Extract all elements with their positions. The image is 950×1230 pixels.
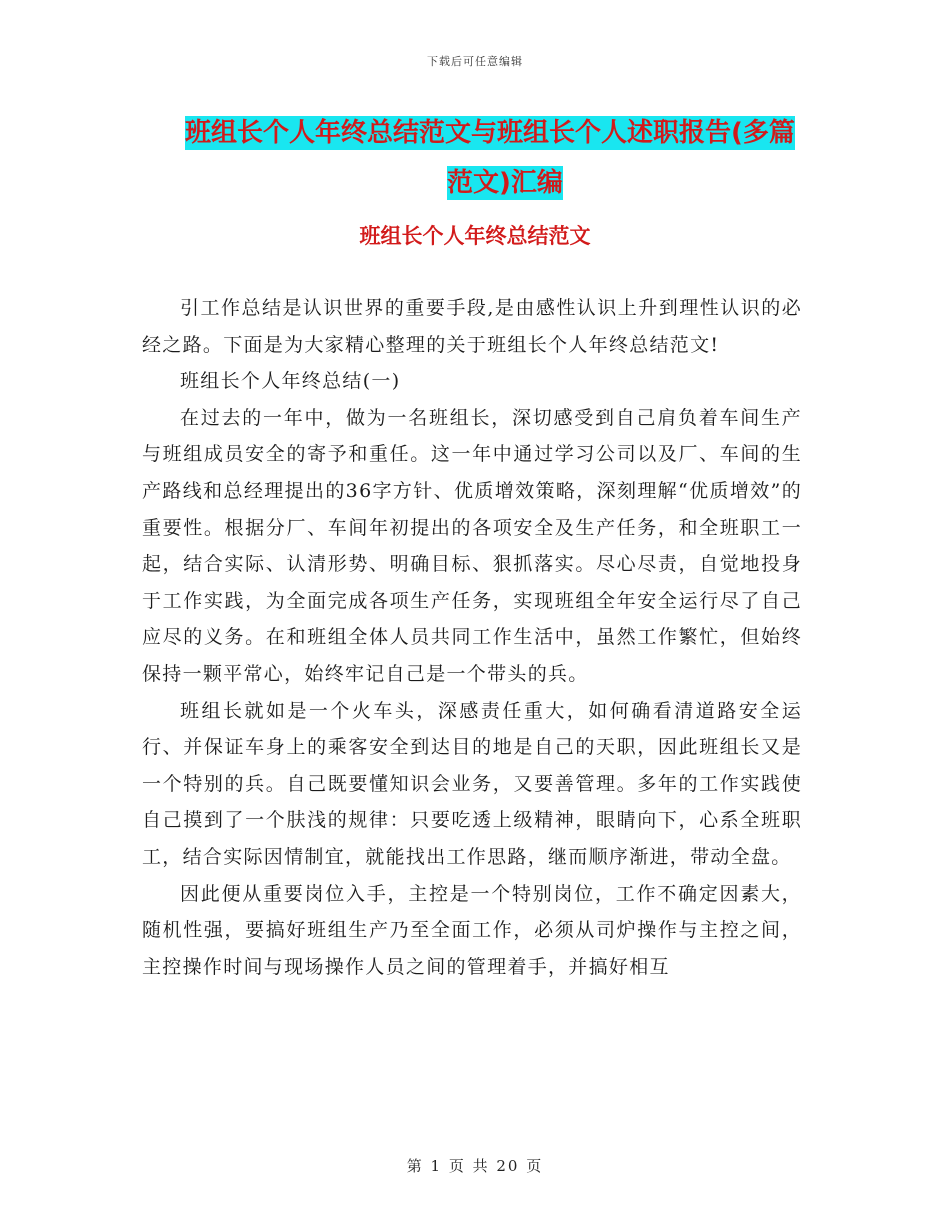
paragraph: 在过去的一年中，做为一名班组长，深切感受到自己肩负着车间生产与班组成员安全的寄予和重任。这一年中通过学习公司以及厂、车间的生产路线和总经理提出的36字方针、优质增效策略，深刻理解“优质增效”的重要性。根据分厂、车间年初提出的各项安全及生产任务，和全班职工一起，结合实际、认清形势、明确目标、狠抓落实。尽心尽责，自觉地投身于工作实践，为全面完成各项生产任务，实现班组全年安全运行尽了自己应尽的义务。在和班组全体人员共同工作生活中，虽然工作繁忙，但始终保持一颗平常心，始终牢记自己是一个带头的兵。 [142, 406, 802, 685]
document-title-line2: 范文)汇编 [447, 168, 563, 198]
page-number: 第 1 页 共 20 页 [406, 1157, 544, 1175]
document-title-line2-wrap [185, 158, 825, 208]
paragraph-subheading: 班组长个人年终总结(一) [180, 370, 401, 393]
section-title: 班组长个人年终总结范文 [359, 224, 591, 248]
paragraph: 因此便从重要岗位入手，主控是一个特别岗位，工作不确定因素大，随机性强，要搞好班组生产乃至全面工作，必须从司炉操作与主控之间，主控操作时间与现场操作人员之间的管理着手，并搞好相互 [142, 882, 802, 978]
header-note: 下载后可任意编辑 [427, 55, 523, 68]
document-body [142, 290, 802, 985]
paragraph: 班组长就如是一个火车头，深感责任重大，如何确看清道路安全运行、并保证车身上的乘客安全到达目的地是自己的天职，因此班组长又是一个特别的兵。自己既要懂知识会业务，又要善管理。多年的工作实践使自己摸到了一个肤浅的规律：只要吃透上级精神，眼睛向下，心系全班职工，结合实际因情制宜，就能找出工作思路，继而顺序渐进，带动全盘。 [142, 699, 802, 868]
paragraph-intro: 引工作总结是认识世界的重要手段,是由感性认识上升到理性认识的必经之路。下面是为大家精心整理的关于班组长个人年终总结范文! [142, 297, 802, 356]
document-title-line1: 班组长个人年终总结范文与班组长个人述职报告(多篇 [185, 118, 795, 148]
document-title [185, 108, 825, 208]
